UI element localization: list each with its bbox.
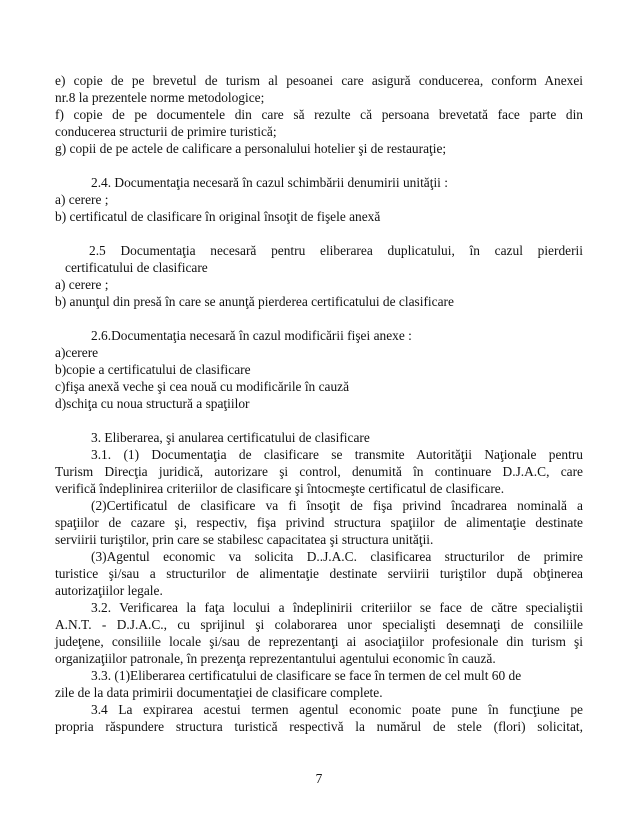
paragraph-line: serviirii turiştilor, prin care se stabilesc capacitatea şi structura unităţii.	[55, 532, 434, 547]
list-item: d)schiţa cu noua structură a spaţiilor	[55, 396, 250, 411]
paragraph-line: 3.1. (1) Documentaţia de clasificare se transmite Autorităţii Naţionale pentru	[91, 447, 583, 462]
list-item: b) certificatul de clasificare în original însoţit de fişele anexă	[55, 209, 381, 224]
list-item: a) cerere ;	[55, 192, 109, 207]
paragraph-line: organizaţiilor patronale, în prezenţa reprezentantului agentului economic în cauză.	[55, 651, 496, 666]
paragraph-line: propria răspundere structura turistică respectivă la numărul de stele (flori) solicitat,	[55, 719, 583, 734]
section-heading-2-5-cont: certificatului de clasificare	[65, 260, 208, 275]
paragraph-line: zile de la data primirii documentaţiei de clasificare complete.	[55, 685, 383, 700]
paragraph-line: judeţene, consiliile locale şi/sau de reprezentanţi ai asociaţiilor profesionale din turism şi	[55, 634, 583, 649]
paragraph-line: 3.4 La expirarea acestui termen agentul economic poate pune în funcţiune pe	[91, 702, 583, 717]
text-line: g) copii de pe actele de calificare a personalului hotelier şi de restauraţie;	[55, 141, 447, 156]
list-item: b)copie a certificatului de clasificare	[55, 362, 251, 377]
list-item: b) anunţul din presă în care se anunţă pierderea certificatului de clasificare	[55, 294, 454, 309]
paragraph-line: (2)Certificatul de clasificare va fi însoţit de fişa privind încadrarea nominală a	[91, 498, 583, 513]
paragraph-line: verifică îndeplinirea criteriilor de clasificare şi întocmeşte certificatul de clasificare.	[55, 481, 505, 496]
text-line: nr.8 la prezentele norme metodologice;	[55, 90, 265, 105]
text-line: conducerea structurii de primire turistică;	[55, 124, 277, 139]
section-heading-2-6: 2.6.Documentaţia necesară în cazul modificării fişei anexe :	[91, 328, 412, 343]
document-page	[55, 72, 583, 735]
text-line: f) copie de pe documentele din care să rezulte că persoana brevetată face parte din	[55, 107, 583, 122]
section-heading-2-5: 2.5 Documentaţia necesară pentru eliberarea duplicatului, în cazul pierderii	[89, 243, 583, 258]
paragraph-line: 3.3. (1)Eliberarea certificatului de clasificare se face în termen de cel mult 60 de	[91, 668, 522, 683]
paragraph-line: A.N.T. - D.J.A.C., cu sprijinul şi colaborarea unor specialişti desemnaţi de consiliile	[55, 617, 583, 632]
section-heading-3: 3. Eliberarea, şi anularea certificatului de clasificare	[91, 430, 370, 445]
paragraph-line: 3.2. Verificarea la faţa locului a îndeplinirii criteriilor se face de către specialiştii	[91, 600, 583, 615]
list-item: c)fişa anexă veche şi cea nouă cu modificările în cauză	[55, 379, 350, 394]
section-heading-2-4: 2.4. Documentaţia necesară în cazul schimbării denumirii unităţii :	[91, 175, 448, 190]
list-item: a)cerere	[55, 345, 99, 360]
list-item: a) cerere ;	[55, 277, 109, 292]
text-line: e) copie de pe brevetul de turism al pesoanei care asigură conducerea, conform Anexei	[55, 73, 583, 88]
page-number: 7	[315, 771, 323, 786]
paragraph-line: (3)Agentul economic va solicita D..J.A.C. clasificarea structurilor de primire	[91, 549, 583, 564]
paragraph-line: autorizaţiilor legale.	[55, 583, 163, 598]
paragraph-line: Turism Direcţia juridică, autorizare şi control, denumită în continuare D.J.A.C, care	[55, 464, 583, 479]
paragraph-line: spaţiilor de cazare şi, respectiv, fişa privind structura spaţiilor de alimentaţie destinate	[55, 515, 583, 530]
paragraph-line: turistice şi/sau a structurilor de alimentaţie destinate serviirii turiştilor după obţinerea	[55, 566, 583, 581]
